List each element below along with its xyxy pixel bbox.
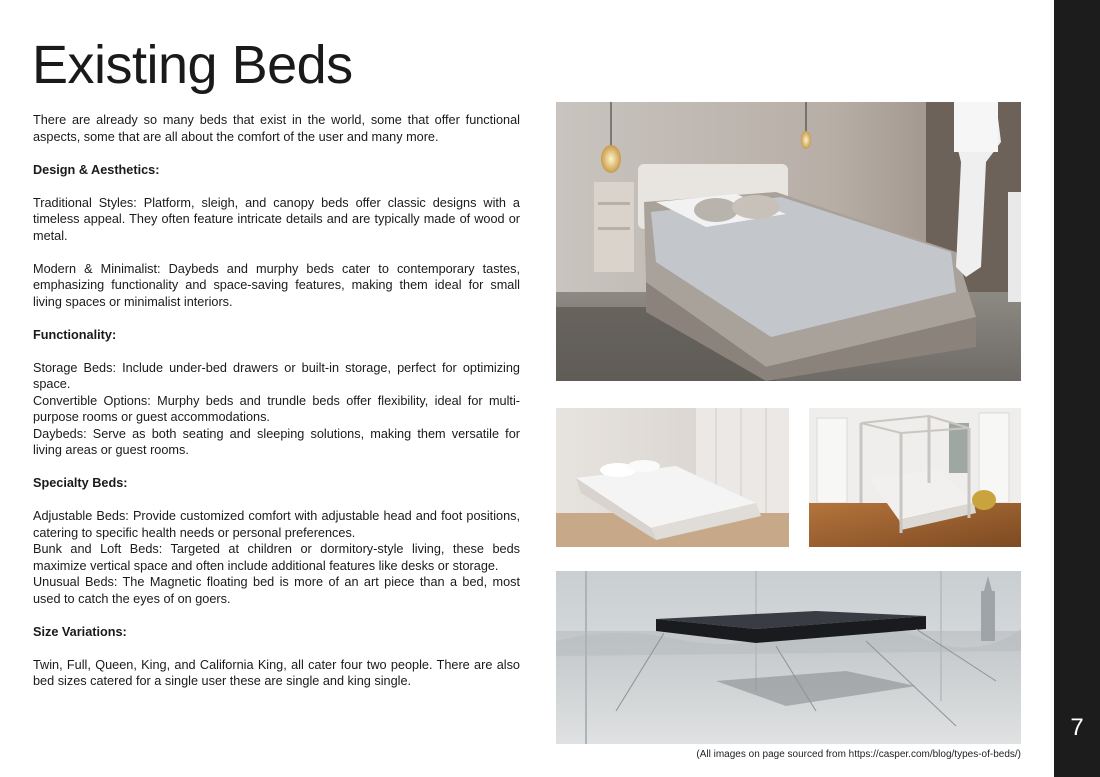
page-number: 7 [1070, 714, 1084, 741]
line-daybeds: Daybeds: Serve as both seating and sleeping solutions, making them versatile for living areas or guest rooms. [33, 426, 520, 457]
page-sidebar [1054, 0, 1100, 777]
page-title: Existing Beds [32, 35, 353, 95]
section-heading-design: Design & Aesthetics: [33, 162, 160, 177]
paragraph-size-variations: Twin, Full, Queen, King, and California King, all cater four two people. There are also bed sizes catered for a single user these are single and king single. [33, 657, 520, 688]
paragraph-specialty [33, 508, 520, 607]
upholstered-bed-photo [556, 102, 1021, 381]
paragraph-functionality [33, 360, 520, 459]
floating-bed-photo [556, 571, 1021, 744]
canopy-bed-photo [809, 408, 1021, 547]
line-unusual-beds: Unusual Beds: The Magnetic floating bed is more of an art piece than a bed, most used to catch the eyes of on goers. [33, 575, 520, 606]
white-platform-bed-photo [556, 408, 789, 547]
paragraph-modern-minimalist: Modern & Minimalist: Daybeds and murphy beds cater to contemporary tastes, emphasizing functionality and space-saving features, making them ideal for small living spaces or minimalist interiors. [33, 261, 520, 309]
section-heading-size: Size Variations: [33, 624, 127, 639]
image-source-caption: (All images on page sourced from https://casper.com/blog/types-of-beds/) [696, 749, 1021, 760]
line-storage-beds: Storage Beds: Include under-bed drawers or built-in storage, perfect for optimizing space. [33, 360, 520, 391]
body-text [33, 112, 520, 706]
line-convertible-options: Convertible Options: Murphy beds and trundle beds offer flexibility, ideal for multi-purpose rooms or guest accommodations. [33, 393, 520, 424]
paragraph-traditional-styles: Traditional Styles: Platform, sleigh, and canopy beds offer classic designs with a timeless appeal. They often feature intricate details and are typically made of wood or metal. [33, 195, 520, 243]
line-adjustable-beds: Adjustable Beds: Provide customized comfort with adjustable head and foot positions, catering to specific health needs or personal preferences. [33, 509, 520, 540]
section-heading-functionality: Functionality: [33, 327, 117, 342]
section-heading-specialty: Specialty Beds: [33, 476, 128, 490]
line-bunk-loft-beds: Bunk and Loft Beds: Targeted at children or dormitory-style living, these beds maximize vertical space and often include additional features like desks or storage. [33, 542, 520, 573]
intro-paragraph: There are already so many beds that exist in the world, some that offer functional aspects, some that are all about the comfort of the user and many more. [33, 113, 520, 144]
